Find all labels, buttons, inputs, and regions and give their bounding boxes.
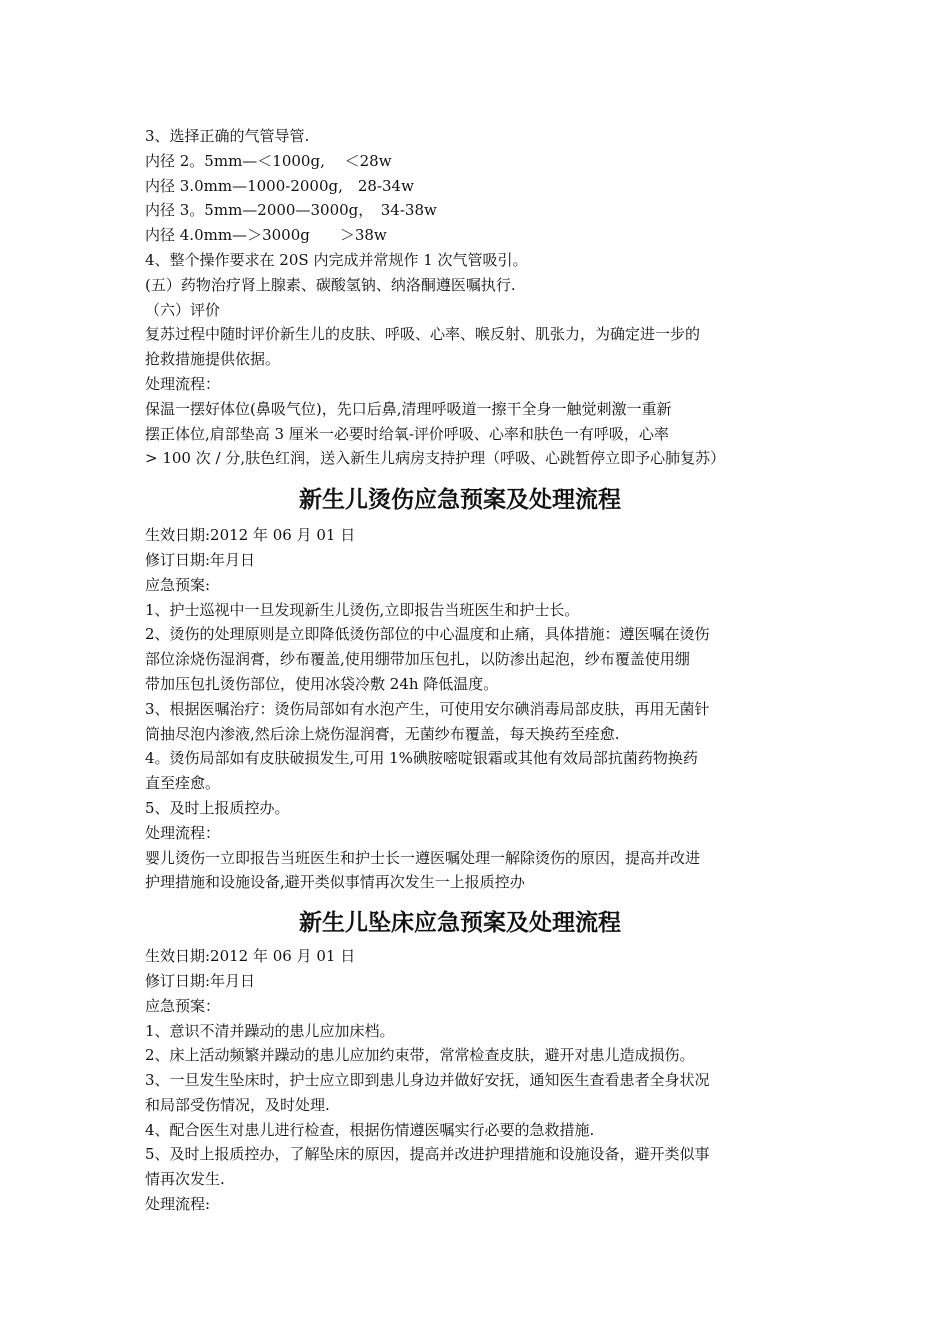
- text-line: 情再次发生.: [145, 1170, 225, 1189]
- text-line: 3、根据医嘱治疗：烫伤局部如有水泡产生，可使用安尔碘消毒局部皮肤，再用无菌针: [145, 699, 710, 718]
- section-title-burn: 新生儿烫伤应急预案及处理流程: [299, 487, 621, 514]
- text-line: 处理流程：: [145, 823, 221, 842]
- text-line: 抢救措施提供依据。: [145, 350, 281, 369]
- text-line: 3、一旦发生坠床时，护士应立即到患儿身边并做好安抚，通知医生查看患者全身状况: [145, 1071, 710, 1090]
- text-line: 保温一摆好体位(鼻吸气位)，先口后鼻,清理呼吸道一擦干全身一触觉刺激一重新: [145, 399, 672, 418]
- section-title-fall: 新生儿坠床应急预案及处理流程: [299, 910, 621, 937]
- text-line: 1、意识不清并躁动的患儿应加床档。: [145, 1021, 395, 1040]
- section-resuscitation-continued: [145, 124, 785, 471]
- text-line: 婴儿烫伤一立即报告当班医生和护士长一遵医嘱处理一解除烫伤的原因，提高并改进: [145, 848, 701, 867]
- text-line: 5、及时上报质控办。: [145, 798, 290, 817]
- text-line: 5、及时上报质控办，了解坠床的原因，提高并改进护理措施和设施设备，避开类似事: [145, 1145, 710, 1164]
- section-fall: [145, 944, 785, 1217]
- text-line: > 100 次 / 分,肤色红润，送入新生儿病房支持护理（呼吸、心跳暂停立即予心肺复苏）: [145, 449, 726, 468]
- text-line: 摆正体位,肩部垫高 3 厘米一必要时给氧-评价呼吸、心率和肤色一有呼吸，心率: [145, 424, 669, 443]
- text-line: 带加压包扎烫伤部位，使用冰袋冷敷 24h 降低温度。: [145, 674, 499, 693]
- text-line: 护理措施和设施设备,避开类似事情再次发生一上报质控办: [145, 873, 525, 892]
- text-line: 3、选择正确的气管导管.: [145, 127, 310, 145]
- text-line: 复苏过程中随时评价新生儿的皮肤、呼吸、心率、喉反射、肌张力，为确定进一步的: [145, 325, 701, 344]
- text-line: (五）药物治疗肾上腺素、碳酸氢钠、纳洛酮遵医嘱执行.: [145, 275, 516, 294]
- text-line: 应急预案:: [145, 575, 211, 594]
- text-line: 2、床上活动频繁并躁动的患儿应加约束带，常常检查皮肤，避开对患儿造成损伤。: [145, 1046, 695, 1065]
- document-page: [145, 124, 785, 1217]
- text-line: 生效日期:2012 年 06 月 01 日: [145, 526, 356, 545]
- text-line: 4、整个操作要求在 20S 内完成并常规作 1 次气管吸引。: [145, 250, 528, 269]
- text-line: 直至痊愈。: [145, 774, 221, 793]
- text-line: 处理流程:: [145, 1195, 211, 1214]
- text-line: 4。烫伤局部如有皮肤破损发生,可用 1%碘胺嘧啶银霜或其他有效局部抗菌药物换药: [145, 749, 698, 768]
- text-line: 修订日期:年月日: [145, 971, 256, 990]
- text-line: 1、护士巡视中一旦发现新生儿烫伤,立即报告当班医生和护士长。: [145, 600, 580, 619]
- text-line: 应急预案：: [145, 996, 221, 1015]
- text-line: 处理流程：: [145, 374, 221, 393]
- text-line: 2、烫伤的处理原则是立即降低烫伤部位的中心温度和止痛，具体措施：遵医嘱在烫伤: [145, 625, 710, 644]
- section-burn: [145, 523, 785, 895]
- text-line: 内径 3。5mm—2000—3000g， 34-38w: [145, 201, 437, 220]
- text-line: 内径 2。5mm—＜1000g, ＜28w: [145, 151, 392, 170]
- text-line: 内径 3.0mm—1000-2000g, 28-34w: [145, 176, 414, 195]
- text-line: 内径 4.0mm—＞3000g ＞38w: [145, 226, 387, 245]
- text-line: 生效日期:2012 年 06 月 01 日: [145, 947, 356, 966]
- text-line: 4、配合医生对患儿进行检查，根据伤情遵医嘱实行必要的急救措施.: [145, 1120, 595, 1139]
- text-line: 和局部受伤情况，及时处理.: [145, 1095, 330, 1114]
- text-line: （六）评价: [145, 300, 221, 319]
- text-line: 部位涂烧伤湿润膏，纱布覆盖,使用绷带加压包扎，以防渗出起泡，纱布覆盖使用绷: [145, 650, 690, 669]
- text-line: 筒抽尽泡内渗液,然后涂上烧伤湿润膏，无菌纱布覆盖，每天换药至痊愈.: [145, 724, 620, 743]
- text-line: 修订日期:年月日: [145, 550, 256, 569]
